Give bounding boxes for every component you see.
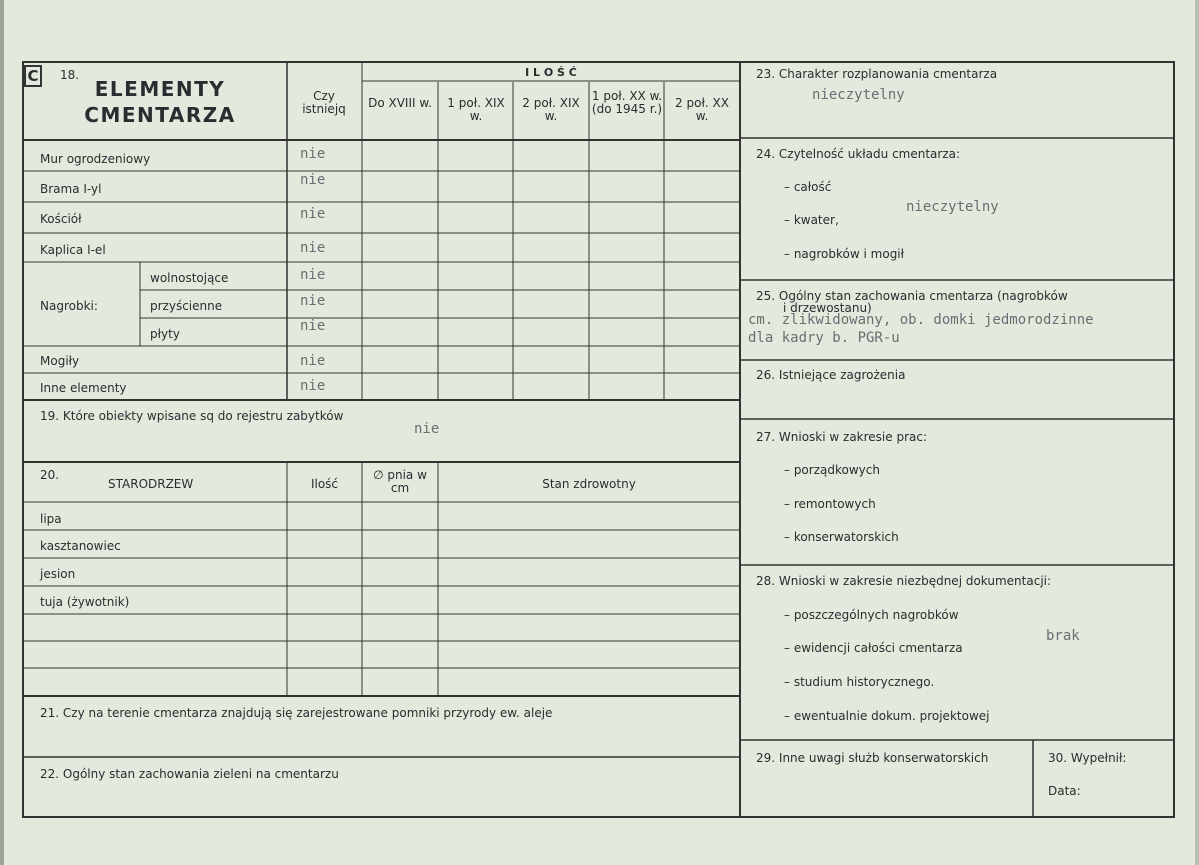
row-label-kosciol: Kościół xyxy=(40,212,82,226)
section-c-marker: C xyxy=(24,65,42,87)
section-25-value-line2: dla kadry b. PGR-u xyxy=(748,330,900,346)
section-29-label: 29. Inne uwagi służb konserwatorskich xyxy=(756,751,989,765)
section-24-item-calosc: – całość xyxy=(784,180,832,194)
row-label-przyscienne: przyścienne xyxy=(150,299,223,313)
row-label-plyty: płyty xyxy=(150,327,180,341)
row-value-mogily: nie xyxy=(300,353,326,369)
section-27-label: 27. Wnioski w zakresie prac: xyxy=(756,430,928,444)
section-26-label: 26. Istniejące zagrożenia xyxy=(756,368,906,382)
section-27-item-konserwatorskich: – konserwatorskich xyxy=(784,530,899,544)
section-18-number: 18. xyxy=(60,68,80,82)
section-28-item-1: – poszczególnych nagrobków xyxy=(784,608,959,622)
nagrobki-label: Nagrobki: xyxy=(40,299,98,313)
section-30-date: Data: xyxy=(1048,784,1081,798)
section-21-label: 21. Czy na terenie cmentarza znajdują się zarejestrowane pomniki przyrody ew. aleje xyxy=(40,706,553,720)
period-header-5: 2 poł. XX w. xyxy=(675,96,729,123)
section-24-value: nieczytelny xyxy=(906,199,999,215)
section-23-value: nieczytelny xyxy=(812,87,905,103)
col-exists-header: Czy istniejq xyxy=(302,89,346,116)
period-header-1: Do XVIII w. xyxy=(368,96,432,110)
period-header-3: 2 poł. XIX w. xyxy=(522,96,580,123)
row-value-wolnostojace: nie xyxy=(300,267,326,283)
row-value-inne: nie xyxy=(300,378,326,394)
section-20-number: 20. xyxy=(40,468,60,482)
tree-tuja: tuja (żywotnik) xyxy=(40,595,130,609)
section-25-label-line2: i drzewostanu) xyxy=(783,301,872,315)
row-label-brama: Brama I-yl xyxy=(40,182,102,196)
col-ilosc: Ilość xyxy=(310,477,339,491)
tree-kasztanowiec: kasztanowiec xyxy=(40,539,121,553)
section-24-label: 24. Czytelność układu cmentarza: xyxy=(756,147,961,161)
period-header-4: 1 poł. XX w. (do 1945 r.) xyxy=(591,89,663,116)
row-value-kaplica: nie xyxy=(300,240,326,256)
section-22-label: 22. Ogólny stan zachowania zieleni na cmentarzu xyxy=(40,767,339,781)
section-25-value-line1: cm. zlikwidowany, ob. domki jedmorodzinne xyxy=(748,313,1094,327)
section-28-label: 28. Wnioski w zakresie niezbędnej dokumentacji: xyxy=(756,574,1052,588)
section-28-item-3: – studium historycznego. xyxy=(784,675,935,689)
row-label-inne: Inne elementy xyxy=(40,381,127,395)
row-label-mogily: Mogiły xyxy=(40,354,80,368)
row-label-wolnostojace: wolnostojące xyxy=(150,271,229,285)
section-27-item-porzadkowych: – porządkowych xyxy=(784,463,880,477)
section-24-item-nagrobkow: – nagrobków i mogił xyxy=(784,247,905,261)
section-28-value: brak xyxy=(1046,628,1080,644)
section-23-label: 23. Charakter rozplanowania cmentarza xyxy=(756,67,998,81)
row-value-brama: nie xyxy=(300,172,326,188)
period-header-2: 1 poł. XIX w. xyxy=(447,96,505,123)
col-ilosc-header: I L O Ś Ć xyxy=(525,66,577,79)
section-19-label: 19. Które obiekty wpisane sq do rejestru zabytków xyxy=(40,409,344,423)
section-18-title-line1: ELEMENTY xyxy=(94,77,226,101)
section-28-item-4: – ewentualnie dokum. projektowej xyxy=(784,709,990,723)
row-value-kosciol: nie xyxy=(300,206,326,222)
section-27-item-remontowych: – remontowych xyxy=(784,497,876,511)
section-25-label-line1: 25. Ogólny stan zachowania cmentarza (nagrobków xyxy=(756,289,1068,303)
row-value-plyty: nie xyxy=(300,318,326,334)
row-value-przyscienne: nie xyxy=(300,293,326,309)
row-label-mur: Mur ogrodzeniowy xyxy=(40,152,151,166)
row-value-mur: nie xyxy=(300,146,326,162)
section-24-item-kwater: – kwater, xyxy=(784,213,839,227)
section-19-value: nie xyxy=(414,421,440,437)
section-18-title-line2: CMENTARZA xyxy=(84,103,236,127)
section-30-label: 30. Wypełnił: xyxy=(1048,751,1127,765)
tree-lipa: lipa xyxy=(40,512,62,526)
row-label-kaplica: Kaplica I-el xyxy=(40,243,106,257)
col-stan-zdrowotny: Stan zdrowotny xyxy=(542,477,636,491)
section-20-title: STARODRZEW xyxy=(108,477,194,491)
col-pnia: ∅ pnia w cm xyxy=(373,468,427,495)
tree-jesion: jesion xyxy=(40,567,76,581)
section-28-item-2: – ewidencji całości cmentarza xyxy=(784,641,963,655)
